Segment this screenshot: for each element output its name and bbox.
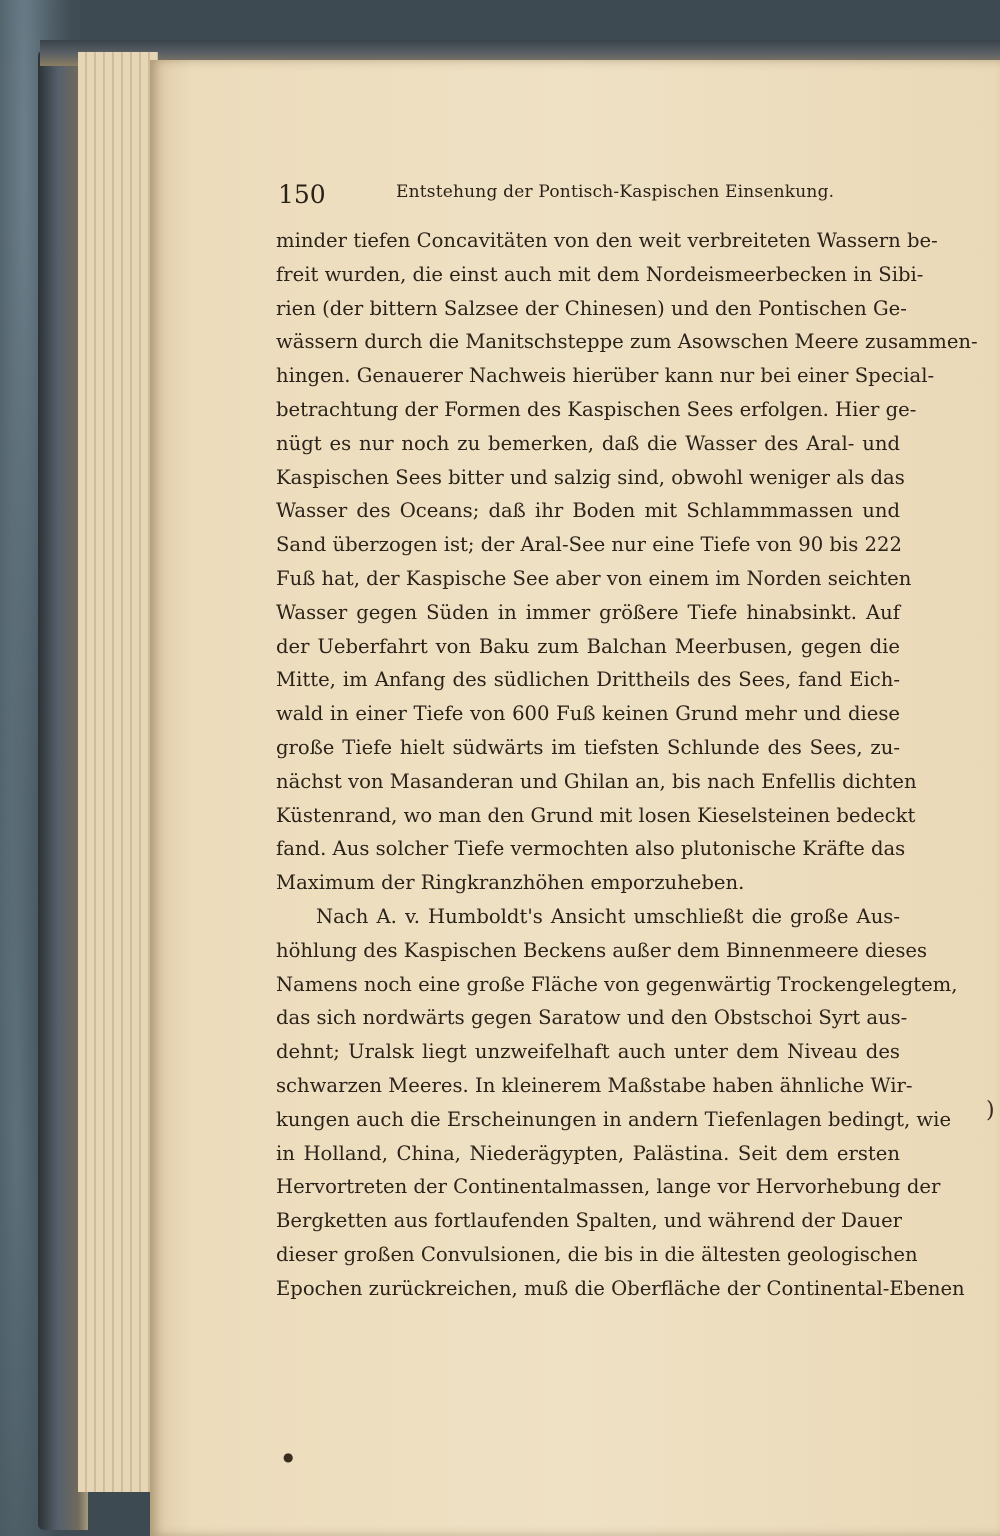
text-line: Sand überzogen ist; der Aral-See nur eine Tiefe von 90 bis 222 [276, 533, 902, 557]
text-line: nächst von Masanderan und Ghilan an, bis nach Enfellis dichten [276, 769, 917, 793]
page-number: 150 [278, 180, 326, 209]
text-line: höhlung des Kaspischen Beckens außer dem Binnenmeere dieses [276, 938, 928, 962]
text-line: der Ueberfahrt von Baku zum Balchan Meerbusen, gegen die [276, 634, 900, 658]
text-line: Küstenrand, wo man den Grund mit losen Kieselsteinen bedeckt [276, 803, 916, 827]
text-line: in Holland, China, Niederägypten, Palästina. Seit dem ersten [276, 1141, 900, 1165]
text-line: Maximum der Ringkranzhöhen emporzuheben. [276, 871, 745, 895]
ink-dot: ● [283, 1450, 294, 1464]
text-line: Fuß hat, der Kaspische See aber von einem im Norden seichten [276, 566, 912, 590]
paragraph-start-line: Nach A. v. Humboldt's Ansicht umschließt die große Aus- [316, 904, 900, 928]
text-line: wässern durch die Manitschsteppe zum Asowschen Meere zusammen- [276, 330, 978, 354]
running-head: Entstehung der Pontisch-Kaspischen Einsenkung. [396, 182, 835, 202]
text-line: kungen auch die Erscheinungen in andern Tiefenlagen bedingt, wie [276, 1107, 952, 1131]
page-stack-edges [78, 52, 158, 1492]
text-line: große Tiefe hielt südwärts im tiefsten Schlunde des Sees, zu- [276, 735, 900, 759]
text-line: Hervortreten der Continentalmassen, lange vor Hervorhebung der [276, 1175, 941, 1199]
text-line: fand. Aus solcher Tiefe vermochten also plutonische Kräfte das [276, 837, 906, 861]
text-line: Mitte, im Anfang des südlichen Drittheils des Sees, fand Eich- [276, 668, 900, 692]
text-line: hingen. Genauerer Nachweis hierüber kann nur bei einer Special- [276, 364, 935, 388]
text-line: Kaspischen Sees bitter und salzig sind, obwohl weniger als das [276, 465, 905, 489]
text-line: betrachtung der Formen des Kaspischen Sees erfolgen. Hier ge- [276, 397, 917, 421]
text-line: Wasser gegen Süden in immer größere Tiefe hinabsinkt. Auf [276, 600, 900, 624]
text-line: das sich nordwärts gegen Saratow und den Obstschoi Syrt aus- [276, 1006, 908, 1030]
page-header [278, 176, 898, 210]
text-line: wald in einer Tiefe von 600 Fuß keinen Grund mehr und diese [276, 702, 900, 726]
text-line: minder tiefen Concavitäten von den weit verbreiteten Wassern be- [276, 229, 938, 252]
text-line: schwarzen Meeres. In kleinerem Maßstabe haben ähnliche Wir- [276, 1073, 913, 1097]
text-line: Epochen zurückreichen, muß die Oberfläche der Continental-Ebenen [276, 1276, 965, 1300]
body-text [276, 224, 978, 1306]
text-line: Bergketten aus fortlaufenden Spalten, und während der Dauer [276, 1209, 903, 1233]
bleed-through-mark: ) [986, 1098, 995, 1123]
text-line: dehnt; Uralsk liegt unzweifelhaft auch unter dem Niveau des [276, 1040, 900, 1064]
text-line: freit wurden, die einst auch mit dem Nordeismeerbecken in Sibi- [276, 262, 924, 286]
text-line: dieser großen Convulsionen, die bis in die ältesten geologischen [276, 1242, 918, 1266]
text-line: Namens noch eine große Fläche von gegenwärtig Trockengelegtem, [276, 972, 958, 996]
text-line: nügt es nur noch zu bemerken, daß die Wasser des Aral- und [276, 431, 900, 455]
text-line: Wasser des Oceans; daß ihr Boden mit Schlammmassen und [276, 499, 900, 523]
text-line: rien (der bittern Salzsee der Chinesen) und den Pontischen Ge- [276, 296, 907, 320]
